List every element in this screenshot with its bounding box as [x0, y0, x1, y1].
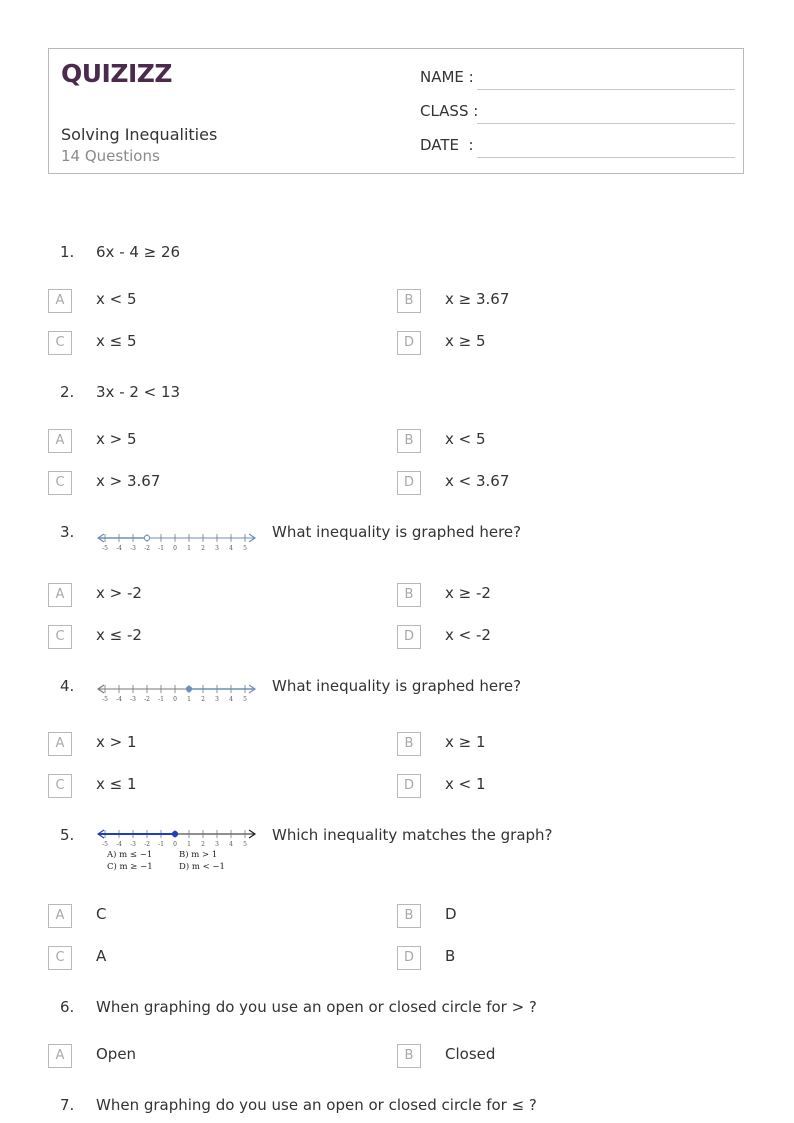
option-letter-box: D — [397, 946, 421, 970]
question-text: 6x - 4 ≥ 26 — [96, 243, 181, 261]
tick-label: -1 — [158, 545, 164, 552]
option-text: x < -2 — [445, 626, 491, 644]
question-text: When graphing do you use an open or closed circle for > ? — [96, 998, 537, 1016]
date-label: DATE : — [420, 136, 474, 154]
option-letter-box: A — [48, 583, 72, 607]
quizizz-logo: QUIZIZZ — [61, 59, 173, 88]
q5-option-b[interactable] — [397, 904, 697, 928]
option-text: A — [96, 947, 107, 965]
q4-option-d[interactable] — [397, 774, 697, 798]
option-text: x > 5 — [96, 430, 137, 448]
q4-option-b[interactable] — [397, 732, 697, 756]
name-line[interactable] — [477, 89, 735, 90]
tick-label: -2 — [144, 545, 150, 552]
q5-option-d[interactable] — [397, 946, 697, 970]
date-field[interactable] — [420, 136, 735, 158]
option-text: x ≥ 1 — [445, 733, 486, 751]
option-letter-box: B — [397, 583, 421, 607]
answer-choice-label: D) m < −1 — [179, 862, 225, 872]
tick-label: -5 — [102, 696, 108, 703]
q5-number-line-graph — [97, 826, 257, 876]
question-7 — [0, 1096, 794, 1122]
tick-label: 4 — [229, 841, 233, 848]
option-letter-box: A — [48, 429, 72, 453]
option-text: x ≤ 1 — [96, 775, 137, 793]
option-text: x < 5 — [445, 430, 486, 448]
q2-option-a[interactable] — [48, 429, 348, 453]
tick-label: -4 — [116, 841, 122, 848]
option-text: x ≥ 3.67 — [445, 290, 510, 308]
worksheet-title: Solving Inequalities — [61, 125, 218, 144]
question-text: What inequality is graphed here? — [272, 523, 522, 541]
tick-label: 5 — [243, 545, 247, 552]
tick-label: 2 — [201, 545, 205, 552]
option-text: x ≤ 5 — [96, 332, 137, 350]
tick-label: 0 — [173, 696, 177, 703]
tick-label: -2 — [144, 696, 150, 703]
option-letter-box: D — [397, 471, 421, 495]
tick-label: -1 — [158, 696, 164, 703]
worksheet-header — [48, 48, 744, 174]
name-field[interactable] — [420, 68, 735, 90]
option-letter-box: A — [48, 1044, 72, 1068]
question-2 — [0, 383, 794, 409]
option-letter-box: C — [48, 625, 72, 649]
class-field[interactable] — [420, 102, 735, 124]
tick-label: 0 — [173, 545, 177, 552]
tick-label: 3 — [215, 841, 219, 848]
date-line[interactable] — [477, 157, 735, 158]
q2-option-d[interactable] — [397, 471, 697, 495]
option-letter-box: A — [48, 732, 72, 756]
option-text: x < 5 — [96, 290, 137, 308]
tick-label: -4 — [116, 545, 122, 552]
option-letter-box: B — [397, 904, 421, 928]
option-text: Open — [96, 1045, 137, 1063]
option-letter-box: D — [397, 774, 421, 798]
q3-option-c[interactable] — [48, 625, 348, 649]
closed-endpoint — [172, 831, 177, 836]
tick-label: -3 — [130, 545, 136, 552]
question-number: 1. — [60, 243, 75, 261]
option-letter-box: A — [48, 289, 72, 313]
option-text: x < 3.67 — [445, 472, 510, 490]
option-text: x ≥ 5 — [445, 332, 486, 350]
q3-number-line-graph — [97, 525, 257, 559]
answer-choice-label: C) m ≥ −1 — [107, 862, 153, 872]
tick-label: 1 — [187, 696, 191, 703]
question-text: Which inequality matches the graph? — [272, 826, 553, 844]
question-number: 4. — [60, 677, 75, 695]
option-letter-box: D — [397, 331, 421, 355]
option-text: C — [96, 905, 107, 923]
q6-option-b[interactable] — [397, 1044, 697, 1068]
tick-label: -5 — [102, 841, 108, 848]
option-letter-box: B — [397, 289, 421, 313]
q1-option-d[interactable] — [397, 331, 697, 355]
answer-choice-label: B) m > 1 — [179, 850, 218, 860]
q6-option-a[interactable] — [48, 1044, 348, 1068]
q2-option-c[interactable] — [48, 471, 348, 495]
option-text: x < 1 — [445, 775, 486, 793]
number-line-svg — [97, 826, 257, 876]
tick-label: 5 — [243, 841, 247, 848]
question-1 — [0, 243, 794, 269]
option-text: Closed — [445, 1045, 496, 1063]
question-number: 2. — [60, 383, 75, 401]
option-letter-box: C — [48, 331, 72, 355]
q1-option-a[interactable] — [48, 289, 348, 313]
tick-label: -1 — [158, 841, 164, 848]
option-text: x > -2 — [96, 584, 142, 602]
question-number: 3. — [60, 523, 75, 541]
tick-label: -2 — [144, 841, 150, 848]
tick-label: 3 — [215, 696, 219, 703]
option-text: x > 1 — [96, 733, 137, 751]
tick-label: 0 — [173, 841, 177, 848]
option-letter-box: A — [48, 904, 72, 928]
tick-label: 2 — [201, 841, 205, 848]
question-text: 3x - 2 < 13 — [96, 383, 181, 401]
q3-option-d[interactable] — [397, 625, 697, 649]
tick-label: 4 — [229, 545, 233, 552]
option-text: x > 3.67 — [96, 472, 161, 490]
option-letter-box: B — [397, 732, 421, 756]
tick-label: 4 — [229, 696, 233, 703]
tick-label: 1 — [187, 545, 191, 552]
option-letter-box: B — [397, 429, 421, 453]
tick-label: -5 — [102, 545, 108, 552]
q2-option-b[interactable] — [397, 429, 697, 453]
q4-number-line-graph — [97, 678, 257, 706]
question-text: What inequality is graphed here? — [272, 677, 522, 695]
option-text: x ≥ -2 — [445, 584, 491, 602]
question-number: 5. — [60, 826, 75, 844]
tick-label: -3 — [130, 841, 136, 848]
number-line-svg — [97, 525, 257, 559]
q1-option-b[interactable] — [397, 289, 697, 313]
class-line[interactable] — [477, 123, 735, 124]
tick-label: 2 — [201, 696, 205, 703]
option-letter-box: C — [48, 774, 72, 798]
tick-label: 1 — [187, 841, 191, 848]
tick-label: 3 — [215, 545, 219, 552]
question-6 — [0, 998, 794, 1024]
tick-label: -4 — [116, 696, 122, 703]
tick-label: 5 — [243, 696, 247, 703]
q3-option-b[interactable] — [397, 583, 697, 607]
q5-option-a[interactable] — [48, 904, 348, 928]
number-line-svg — [97, 678, 257, 706]
option-letter-box: D — [397, 625, 421, 649]
open-endpoint — [144, 535, 149, 540]
closed-endpoint — [186, 686, 191, 691]
q5-option-c[interactable] — [48, 946, 348, 970]
name-label: NAME : — [420, 68, 474, 86]
question-number: 7. — [60, 1096, 75, 1114]
option-text: x ≤ -2 — [96, 626, 142, 644]
option-letter-box: C — [48, 471, 72, 495]
question-count: 14 Questions — [61, 147, 160, 165]
q1-option-c[interactable] — [48, 331, 348, 355]
q4-option-a[interactable] — [48, 732, 348, 756]
option-letter-box: B — [397, 1044, 421, 1068]
class-label: CLASS : — [420, 102, 479, 120]
option-text: D — [445, 905, 457, 923]
question-number: 6. — [60, 998, 75, 1016]
question-text: When graphing do you use an open or closed circle for ≤ ? — [96, 1096, 537, 1114]
q3-option-a[interactable] — [48, 583, 348, 607]
tick-label: -3 — [130, 696, 136, 703]
option-letter-box: C — [48, 946, 72, 970]
option-text: B — [445, 947, 456, 965]
q4-option-c[interactable] — [48, 774, 348, 798]
answer-choice-label: A) m ≤ −1 — [107, 850, 153, 860]
